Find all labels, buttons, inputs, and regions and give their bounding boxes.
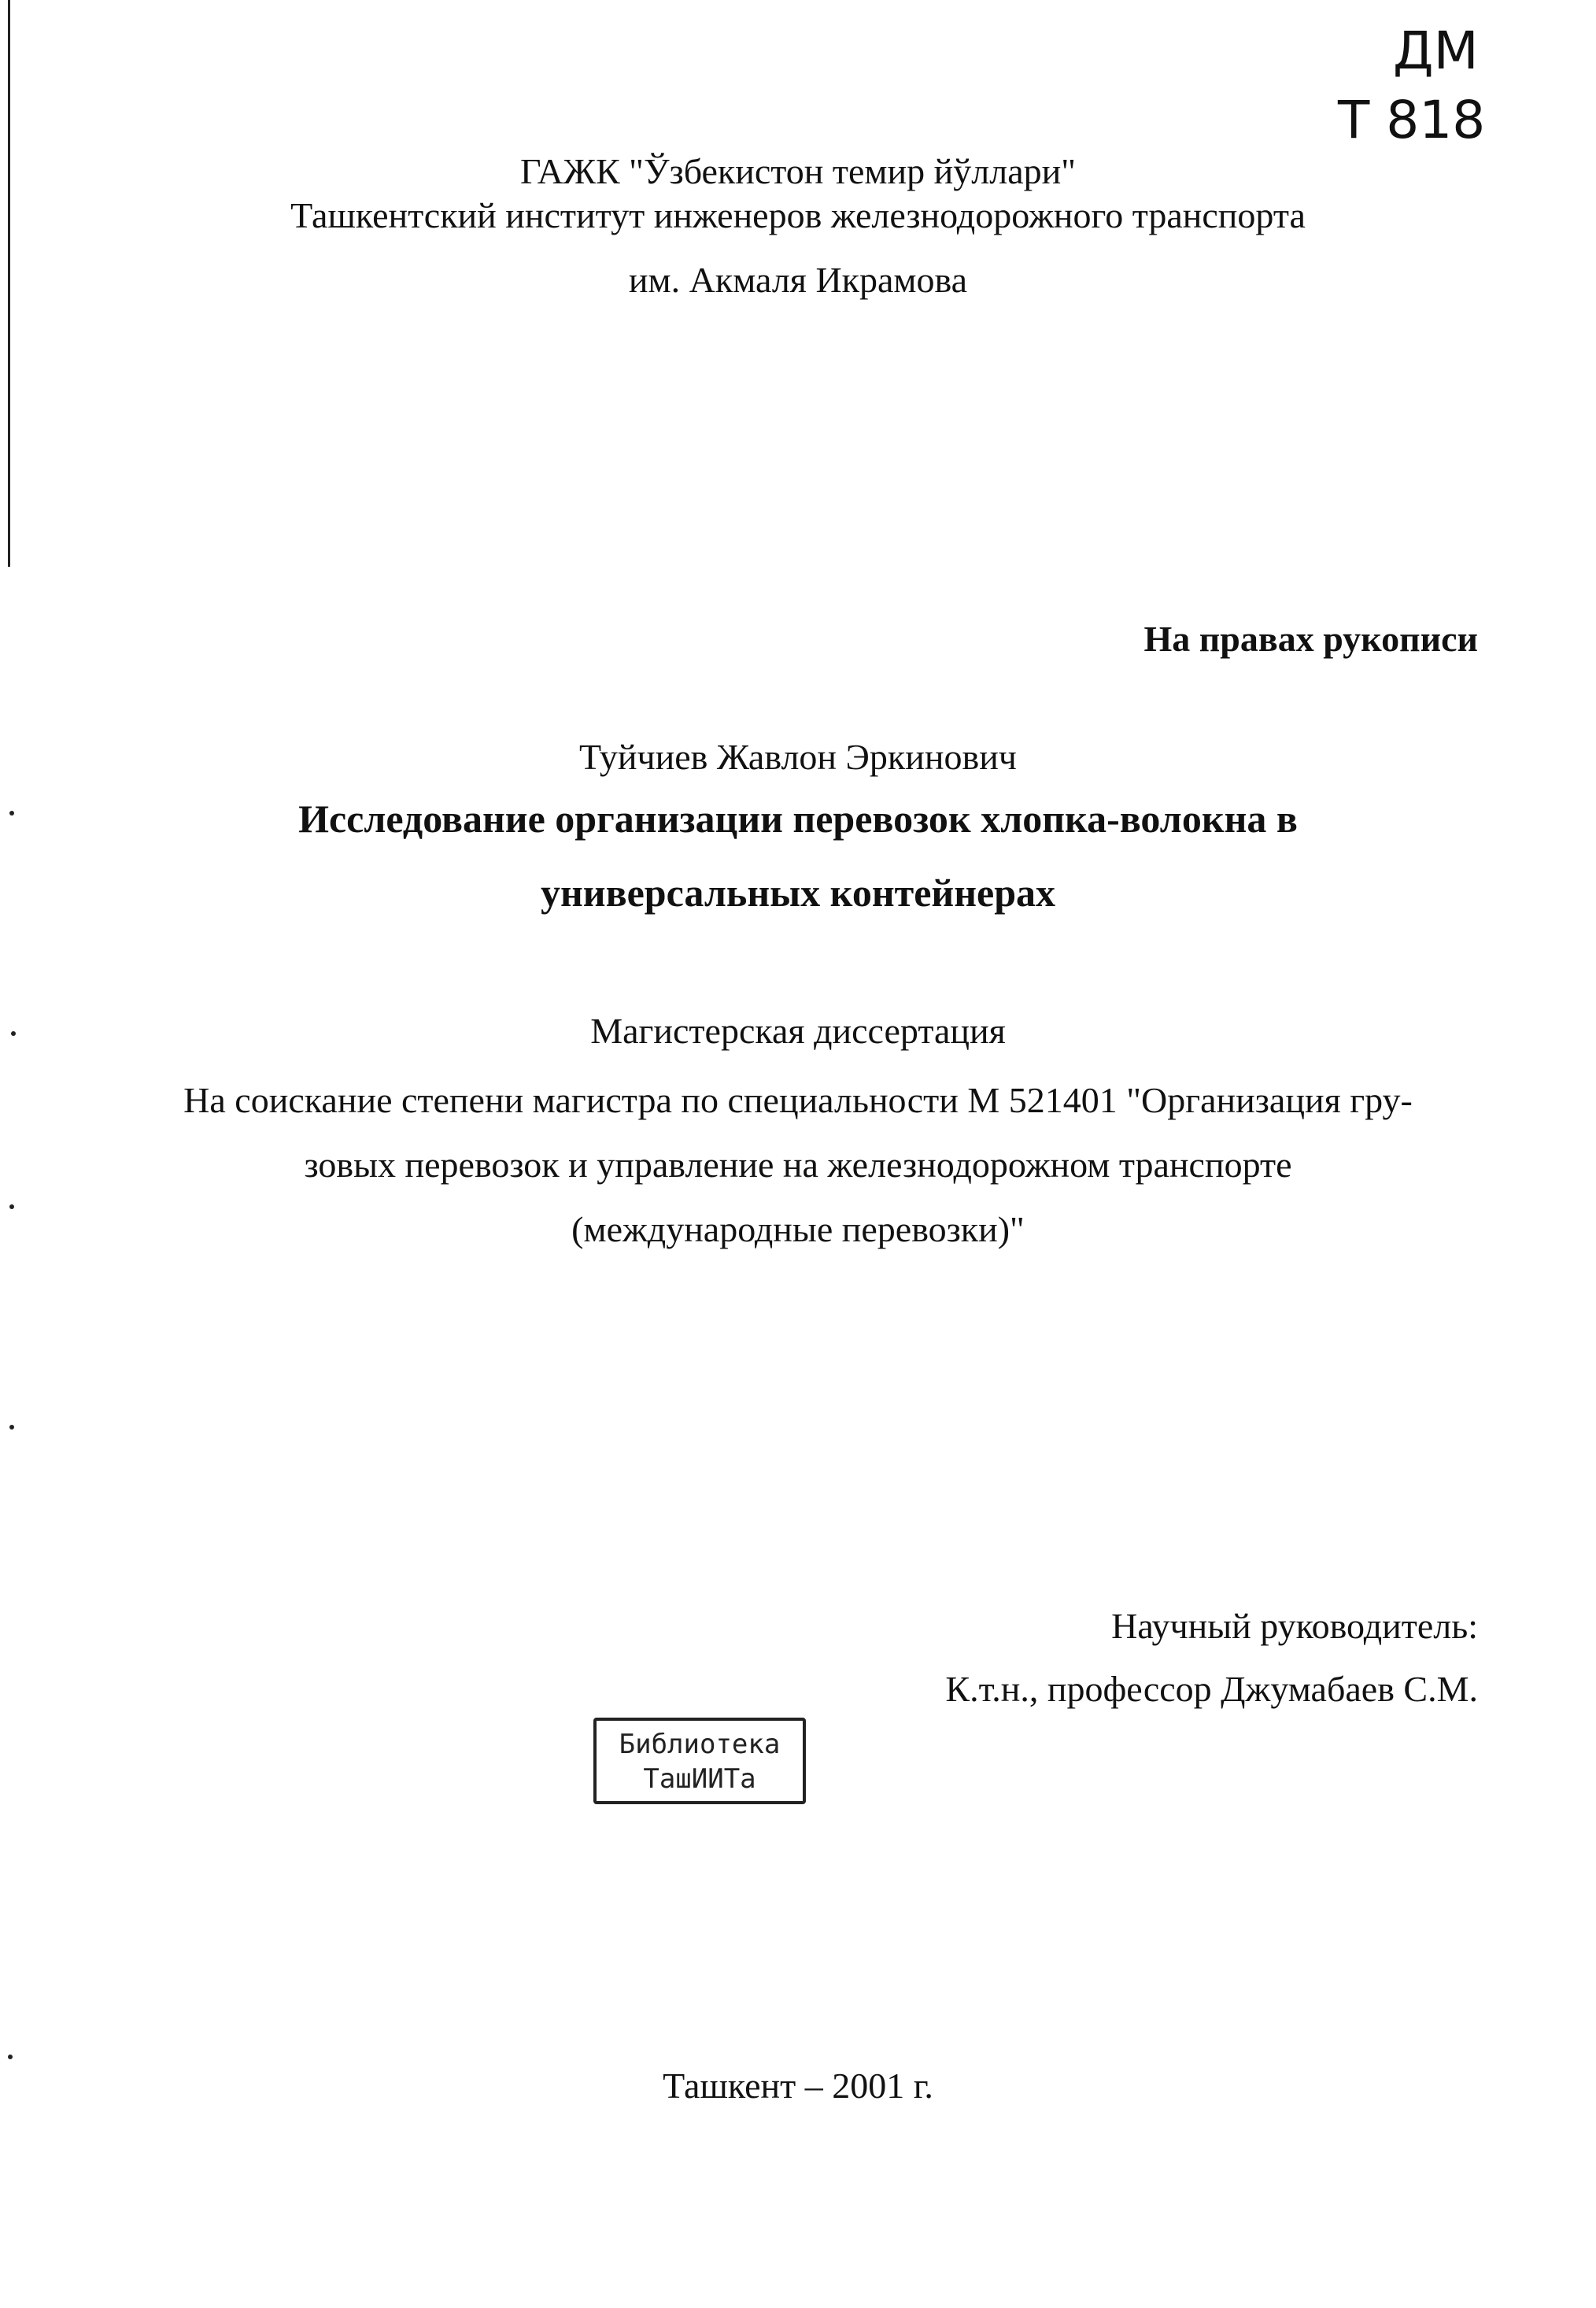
handwritten-shelf-mark-line1: ДМ <box>1393 20 1479 81</box>
rights-note: На правах рукописи <box>1143 619 1478 659</box>
library-stamp <box>593 1718 806 1804</box>
scan-speck <box>9 1425 14 1430</box>
supervisor-name: К.т.н., профессор Джумабаев С.М. <box>945 1669 1478 1709</box>
thesis-title-line2: универсальных контейнерах <box>540 871 1056 915</box>
library-stamp-line2: ТашИИТа <box>643 1763 756 1795</box>
degree-type: Магистерская диссертация <box>590 1011 1006 1051</box>
header-org: ГАЖК "Ўзбекистон темир йўллари" <box>519 151 1076 191</box>
header-named-after: им. Акмаля Икрамова <box>628 260 968 300</box>
thesis-title-line1: Исследование организации перевозок хлопка-волокна в <box>298 797 1298 841</box>
degree-specialty-line1: На соискание степени магистра по специальности М 521401 "Организация гру- <box>183 1080 1413 1120</box>
author-name: Туйчиев Жавлон Эркинович <box>579 737 1017 777</box>
header-institute: Ташкентский институт инженеров железнодорожного транспорта <box>290 195 1306 235</box>
degree-specialty-line2: зовых перевозок и управление на железнодорожном транспорте <box>304 1145 1292 1185</box>
supervisor-label: Научный руководитель: <box>1111 1606 1478 1646</box>
footer-place-year: Ташкент – 2001 г. <box>663 2066 933 2106</box>
degree-specialty-line3: (международные перевозки)" <box>571 1209 1025 1249</box>
library-stamp-line1: Библиотека <box>619 1729 781 1760</box>
handwritten-shelf-mark-line2: Т 818 <box>1338 90 1486 150</box>
scan-speck <box>8 2055 13 2059</box>
